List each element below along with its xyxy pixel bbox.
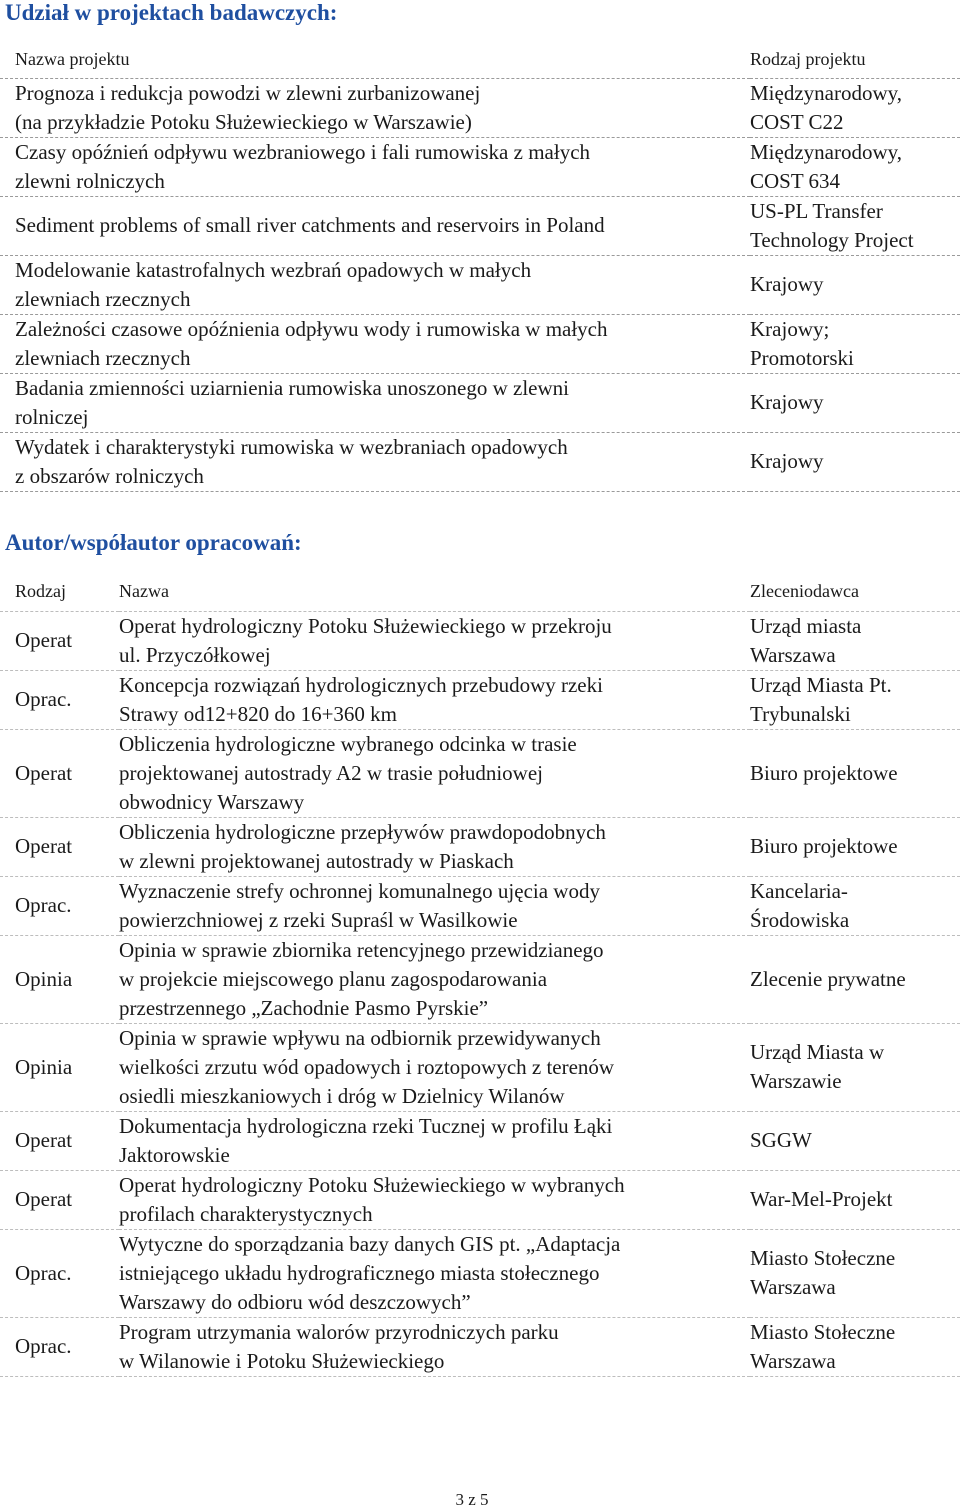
project-type-line: Technology Project: [750, 227, 914, 252]
work-kind: Operat: [0, 611, 119, 670]
table-row: [0, 670, 960, 729]
project-type: [750, 196, 960, 255]
work-kind: Operat: [0, 817, 119, 876]
project-name-line: Sediment problems of small river catchments and reservoirs in Poland: [15, 213, 605, 237]
work-name: [119, 1317, 750, 1376]
project-type: [750, 432, 960, 491]
project-name: [0, 255, 750, 314]
work-kind: Opinia: [0, 1023, 119, 1111]
work-client-line: Miasto Stołeczne: [750, 1246, 896, 1270]
work-client-line: Kancelaria-: [750, 878, 848, 903]
work-name-line: Operat hydrologiczny Potoku Służewieckiego w wybranych: [119, 1172, 625, 1197]
works-heading: Autor/współautor opracowań:: [5, 530, 302, 555]
table-row: [0, 817, 960, 876]
work-name-line: Wyznaczenie strefy ochronnej komunalnego ujęcia wody: [119, 878, 600, 903]
project-type: [750, 373, 960, 432]
project-type-line: Krajowy: [750, 449, 824, 473]
work-name-line: w zlewni projektowanej autostrady w Piaskach: [119, 848, 514, 873]
work-name-line: Jaktorowskie: [119, 1142, 230, 1167]
work-name: [119, 611, 750, 670]
work-name-line: przestrzennego „Zachodnie Pasmo Pyrskie”: [119, 995, 489, 1020]
work-kind: Oprac.: [0, 1317, 119, 1376]
table-row: [0, 1111, 960, 1170]
work-client: [750, 611, 960, 670]
table-row: [0, 314, 960, 373]
work-client-line: Urząd Miasta w: [750, 1040, 885, 1064]
work-client-line: SGGW: [750, 1128, 812, 1152]
work-name-line: Wytyczne do sporządzania bazy danych GIS pt. „Adaptacja: [119, 1231, 621, 1256]
works-table: [0, 571, 960, 1377]
work-name-line: Opinia w sprawie zbiornika retencyjnego przewidzianego: [119, 937, 604, 962]
project-type: [750, 255, 960, 314]
project-name: [0, 432, 750, 491]
header-client: Zleceniodawca: [750, 571, 960, 611]
work-name-line: obwodnicy Warszawy: [119, 789, 305, 814]
work-client-line: Trybunalski: [750, 701, 851, 726]
project-type-line: Krajowy;: [750, 316, 830, 341]
work-kind: Operat: [0, 1111, 119, 1170]
work-name-line: osiedli mieszkaniowych i dróg w Dzielnicy Wilanów: [119, 1083, 565, 1108]
project-type-line: Międzynarodowy,: [750, 139, 903, 164]
work-name-line: Warszawy do odbioru wód deszczowych”: [119, 1289, 471, 1314]
project-name: [0, 137, 750, 196]
project-name-line: (na przykładzie Potoku Służewieckiego w Warszawie): [15, 109, 472, 134]
project-name-line: Czasy opóźnień odpływu wezbraniowego i fali rumowiska z małych: [15, 139, 591, 164]
table-row: [0, 137, 960, 196]
work-name-line: Obliczenia hydrologiczne wybranego odcinka w trasie: [119, 731, 577, 756]
table-row: [0, 729, 960, 817]
work-name-line: w projekcie miejscowego planu zagospodarowania: [119, 966, 548, 991]
work-client-line: Warszawie: [750, 1069, 842, 1093]
work-client: [750, 876, 960, 935]
projects-header-row: [0, 40, 960, 78]
work-client-line: Warszawa: [750, 1275, 836, 1299]
project-name: [0, 196, 750, 255]
work-client-line: War-Mel-Projekt: [750, 1187, 893, 1211]
work-name-line: Dokumentacja hydrologiczna rzeki Tucznej w profilu Łąki: [119, 1113, 613, 1138]
work-name-line: ul. Przyczółkowej: [119, 642, 271, 667]
table-row: [0, 78, 960, 137]
work-client-line: Warszawa: [750, 1348, 836, 1373]
project-type-line: Międzynarodowy,: [750, 80, 903, 105]
work-kind: Oprac.: [0, 876, 119, 935]
work-name: [119, 1229, 750, 1317]
work-name: [119, 935, 750, 1023]
work-client: [750, 1317, 960, 1376]
project-name-line: Prognoza i redukcja powodzi w zlewni zurbanizowanej: [15, 80, 481, 105]
projects-heading: Udział w projektach badawczych:: [5, 0, 338, 25]
work-client-line: Warszawa: [750, 642, 836, 667]
work-name: [119, 876, 750, 935]
header-kind: Rodzaj: [0, 571, 119, 611]
work-client-line: Zlecenie prywatne: [750, 966, 906, 991]
work-name-line: Operat hydrologiczny Potoku Służewieckiego w przekroju: [119, 613, 612, 638]
table-row: [0, 1317, 960, 1376]
work-client: [750, 817, 960, 876]
works-header-row: [0, 571, 960, 611]
work-name-line: profilach charakterystycznych: [119, 1201, 373, 1226]
table-row: [0, 196, 960, 255]
project-type-line: Promotorski: [750, 345, 854, 370]
work-kind: Opinia: [0, 935, 119, 1023]
project-name-line: zlewniach rzecznych: [15, 345, 191, 370]
project-name-line: zlewni rolniczych: [15, 168, 165, 193]
header-name: Nazwa: [119, 571, 750, 611]
table-row: [0, 432, 960, 491]
work-client-line: Urząd Miasta Pt.: [750, 672, 892, 697]
project-name: [0, 373, 750, 432]
project-name-line: Wydatek i charakterystyki rumowiska w wezbraniach opadowych: [15, 434, 568, 459]
table-row: [0, 611, 960, 670]
project-type-line: US-PL Transfer: [750, 198, 883, 223]
project-name-line: rolniczej: [15, 404, 89, 429]
work-name: [119, 1170, 750, 1229]
project-type-line: COST 634: [750, 168, 841, 193]
work-name: [119, 1111, 750, 1170]
project-name-line: Modelowanie katastrofalnych wezbrań opadowych w małych: [15, 257, 532, 282]
project-name: [0, 78, 750, 137]
project-type: [750, 78, 960, 137]
header-project-name: Nazwa projektu: [0, 40, 750, 78]
work-name-line: powierzchniowej z rzeki Supraśl w Wasilkowie: [119, 907, 518, 932]
project-name-line: zlewniach rzecznych: [15, 286, 191, 311]
work-name-line: wielkości zrzutu wód opadowych i roztopowych z terenów: [119, 1054, 615, 1079]
project-name-line: z obszarów rolniczych: [15, 463, 204, 488]
project-type-line: Krajowy: [750, 272, 824, 296]
table-row: [0, 373, 960, 432]
work-client: [750, 1023, 960, 1111]
project-type-line: COST C22: [750, 109, 844, 134]
work-kind: Oprac.: [0, 670, 119, 729]
work-name: [119, 817, 750, 876]
table-row: [0, 255, 960, 314]
work-name-line: Opinia w sprawie wpływu na odbiornik przewidywanych: [119, 1025, 601, 1050]
work-name: [119, 1023, 750, 1111]
work-client: [750, 1111, 960, 1170]
project-type: [750, 314, 960, 373]
work-client: [750, 1170, 960, 1229]
work-name-line: Program utrzymania walorów przyrodniczych parku: [119, 1319, 559, 1344]
project-name-line: Badania zmienności uziarnienia rumowiska unoszonego w zlewni: [15, 375, 569, 400]
work-name-line: w Wilanowie i Potoku Służewieckiego: [119, 1348, 445, 1373]
work-name: [119, 729, 750, 817]
table-row: [0, 1170, 960, 1229]
project-name-line: Zależności czasowe opóźnienia odpływu wody i rumowiska w małych: [15, 316, 608, 341]
work-kind: Operat: [0, 729, 119, 817]
work-client-line: Urząd miasta: [750, 613, 862, 638]
project-name: [0, 314, 750, 373]
work-name-line: Strawy od12+820 do 16+360 km: [119, 701, 398, 726]
project-type: [750, 137, 960, 196]
work-name-line: Koncepcja rozwiązań hydrologicznych przebudowy rzeki: [119, 672, 603, 697]
header-project-type: Rodzaj projektu: [750, 40, 960, 78]
work-name-line: istniejącego układu hydrograficznego miasta stołecznego: [119, 1260, 600, 1285]
work-client: [750, 729, 960, 817]
table-row: [0, 935, 960, 1023]
table-row: [0, 1023, 960, 1111]
work-name-line: projektowanej autostrady A2 w trasie południowej: [119, 760, 543, 785]
page-number: 3 z 5: [455, 1490, 489, 1509]
work-client-line: Środowiska: [750, 907, 850, 932]
work-client-line: Biuro projektowe: [750, 760, 898, 785]
table-row: [0, 876, 960, 935]
table-row: [0, 1229, 960, 1317]
work-kind: Oprac.: [0, 1229, 119, 1317]
work-kind: Operat: [0, 1170, 119, 1229]
work-name: [119, 670, 750, 729]
work-client: [750, 935, 960, 1023]
work-client: [750, 670, 960, 729]
work-client-line: Miasto Stołeczne: [750, 1319, 896, 1344]
project-type-line: Krajowy: [750, 390, 824, 414]
work-client-line: Biuro projektowe: [750, 834, 898, 858]
projects-table: [0, 40, 960, 492]
work-name-line: Obliczenia hydrologiczne przepływów prawdopodobnych: [119, 819, 606, 844]
work-client: [750, 1229, 960, 1317]
